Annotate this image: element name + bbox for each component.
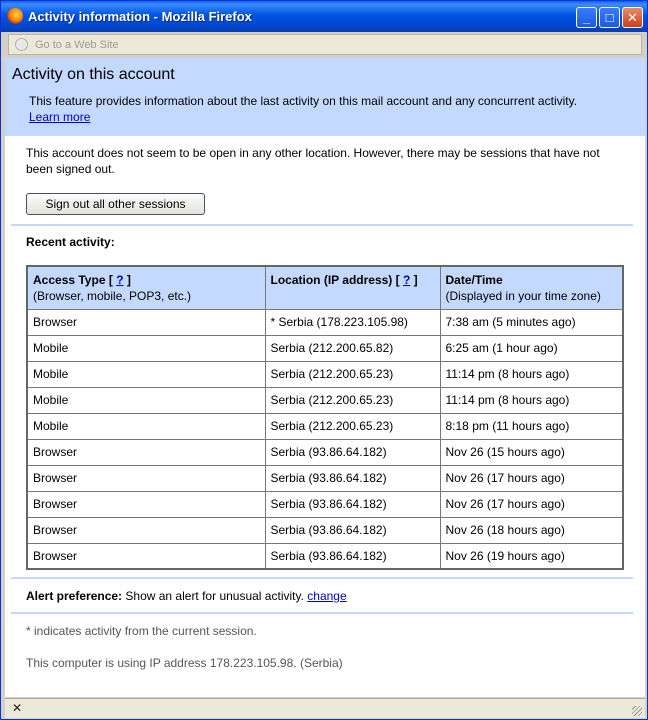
datetime-subtitle: (Displayed in your time zone) xyxy=(445,289,601,303)
status-bar xyxy=(5,698,645,718)
maximize-button[interactable]: □ xyxy=(599,7,620,28)
activity-table xyxy=(26,265,624,570)
header-panel xyxy=(5,58,645,136)
location-cell: Serbia (212.200.65.23) xyxy=(265,387,440,413)
location-help-link[interactable]: ? xyxy=(403,273,411,287)
access-type-cell: Browser xyxy=(27,309,265,335)
firefox-icon xyxy=(7,8,23,24)
access-type-cell: Mobile xyxy=(27,387,265,413)
change-alert-link[interactable]: change xyxy=(307,589,347,603)
datetime-cell: 6:25 am (1 hour ago) xyxy=(440,335,623,361)
datetime-cell: 7:38 am (5 minutes ago) xyxy=(440,309,623,335)
location-cell: Serbia (212.200.65.82) xyxy=(265,335,440,361)
access-type-cell: Browser xyxy=(27,465,265,491)
access-type-cell: Browser xyxy=(27,491,265,517)
location-cell: Serbia (93.86.64.182) xyxy=(265,491,440,517)
datetime-cell: Nov 26 (15 hours ago) xyxy=(440,439,623,465)
datetime-header xyxy=(440,266,623,309)
sign-out-sessions-button[interactable]: Sign out all other sessions xyxy=(26,193,205,215)
datetime-cell: 11:14 pm (8 hours ago) xyxy=(440,361,623,387)
table-header-row xyxy=(27,266,623,309)
datetime-cell: 11:14 pm (8 hours ago) xyxy=(440,387,623,413)
title-bar[interactable] xyxy=(1,1,647,32)
table-row xyxy=(27,543,623,569)
location-header: Location (IP address) [ ? ] xyxy=(265,266,440,309)
access-type-header: Access Type [ ? ] (Browser, mobile, POP3, etc.) xyxy=(27,266,265,309)
page-content xyxy=(5,58,645,697)
table-row xyxy=(27,465,623,491)
location-cell: Serbia (93.86.64.182) xyxy=(265,439,440,465)
access-type-help-link[interactable]: ? xyxy=(116,273,124,287)
window-title: Activity information - Mozilla Firefox xyxy=(28,9,252,24)
globe-icon xyxy=(15,38,28,51)
access-type-title: Access Type xyxy=(33,273,106,287)
datetime-cell: Nov 26 (18 hours ago) xyxy=(440,517,623,543)
location-cell: Serbia (212.200.65.23) xyxy=(265,361,440,387)
access-type-cell: Browser xyxy=(27,439,265,465)
access-type-cell: Browser xyxy=(27,517,265,543)
ip-address-note: This computer is using IP address 178.223.105.98. (Serbia) xyxy=(26,656,343,670)
intro-body: This feature provides information about the last activity on this mail account and any concurrent activity. xyxy=(29,94,578,108)
learn-more-link[interactable]: Learn more xyxy=(29,110,91,124)
address-bar[interactable] xyxy=(8,34,642,55)
close-button[interactable]: ✕ xyxy=(622,7,643,28)
location-cell: Serbia (93.86.64.182) xyxy=(265,465,440,491)
alert-preference xyxy=(26,589,347,603)
table-row xyxy=(27,517,623,543)
access-type-cell: Mobile xyxy=(27,361,265,387)
minimize-button[interactable]: _ xyxy=(576,7,597,28)
current-session-footnote: * indicates activity from the current session. xyxy=(26,624,257,638)
table-row xyxy=(27,387,623,413)
alert-label: Alert preference: xyxy=(26,589,123,603)
access-type-subtitle: (Browser, mobile, POP3, etc.) xyxy=(33,289,192,303)
access-type-cell: Mobile xyxy=(27,413,265,439)
location-title: Location (IP address) xyxy=(270,273,393,287)
divider xyxy=(11,224,633,226)
table-row xyxy=(27,309,623,335)
resize-grip-icon[interactable] xyxy=(632,706,642,716)
table-row xyxy=(27,439,623,465)
datetime-cell: 8:18 pm (11 hours ago) xyxy=(440,413,623,439)
status-close-icon[interactable]: ✕ xyxy=(12,701,23,715)
page-title: Activity on this account xyxy=(12,66,175,83)
recent-activity-label: Recent activity: xyxy=(26,235,115,249)
datetime-cell: Nov 26 (19 hours ago) xyxy=(440,543,623,569)
datetime-cell: Nov 26 (17 hours ago) xyxy=(440,465,623,491)
location-cell: Serbia (212.200.65.23) xyxy=(265,413,440,439)
table-row xyxy=(27,335,623,361)
divider xyxy=(11,577,633,579)
address-text: Go to a Web Site xyxy=(35,39,119,51)
table-row xyxy=(27,491,623,517)
sessions-notice: This account does not seem to be open in any other location. However, there may be sessions that have not been signed out. xyxy=(26,146,600,176)
divider xyxy=(11,612,633,614)
table-row xyxy=(27,413,623,439)
alert-text: Show an alert for unusual activity. xyxy=(125,589,304,603)
datetime-title: Date/Time xyxy=(445,273,503,287)
access-type-cell: Mobile xyxy=(27,335,265,361)
location-cell: Serbia (93.86.64.182) xyxy=(265,517,440,543)
datetime-cell: Nov 26 (17 hours ago) xyxy=(440,491,623,517)
intro-text xyxy=(29,93,589,125)
location-cell: Serbia (93.86.64.182) xyxy=(265,543,440,569)
access-type-cell: Browser xyxy=(27,543,265,569)
location-cell: * Serbia (178.223.105.98) xyxy=(265,309,440,335)
table-row xyxy=(27,361,623,387)
